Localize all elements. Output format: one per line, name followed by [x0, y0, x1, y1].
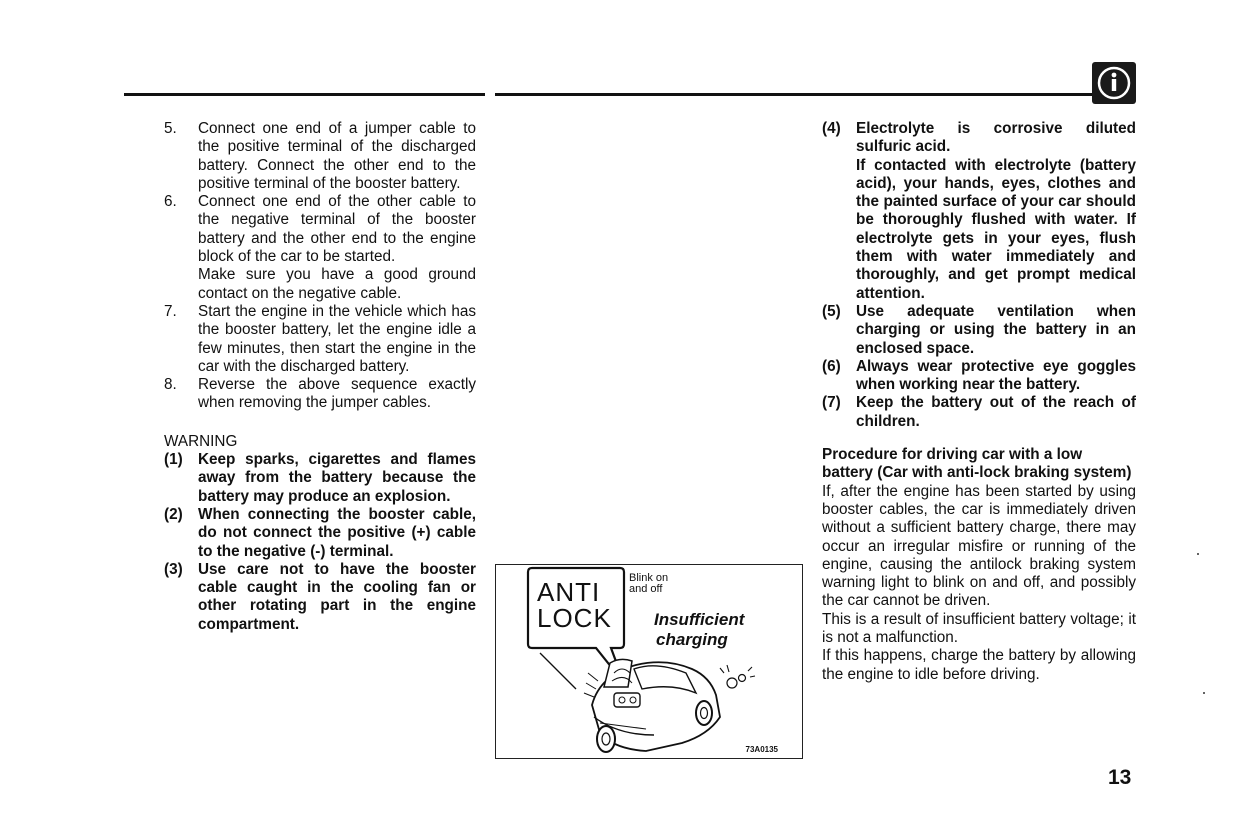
- info-icon: [1092, 62, 1136, 104]
- left-column: [164, 120, 476, 634]
- warning-number: (4): [822, 120, 841, 137]
- warning-text: Use adequate ventilation when charging or using the battery in an enclosed space.: [856, 302, 1136, 357]
- header-rule-right: [495, 93, 1095, 96]
- warning-7: [822, 394, 1136, 431]
- step-text: Connect one end of the other cable to the negative terminal of the booster battery and the other end to the engine block of the car to be started.: [198, 193, 476, 266]
- warning-text: Keep sparks, cigarettes and flames away from the battery because the battery may produce an explosion.: [198, 451, 476, 505]
- blink-line-2: and off: [629, 583, 663, 595]
- warning-text: When connecting the booster cable, do not connect the positive (+) cable to the negative (-) terminal.: [198, 505, 476, 560]
- step-number: 7.: [164, 302, 177, 320]
- warning-title: WARNING: [164, 432, 238, 450]
- warning-number: (7): [822, 394, 841, 412]
- blink-line-1: Blink on: [629, 572, 669, 584]
- step-6: [164, 193, 476, 266]
- warning-number: (2): [164, 505, 183, 523]
- warning-number: (6): [822, 357, 841, 375]
- warning-2: [164, 506, 476, 561]
- step-text: Connect one end of a jumper cable to the positive terminal of the discharged battery. Connect the other end to the positive terminal of the booster battery.: [198, 120, 476, 192]
- warning-text: Electrolyte is corrosive diluted sulfuric acid.: [856, 120, 1136, 156]
- step-number: 5.: [164, 120, 177, 137]
- procedure-heading: Procedure for driving car with a low battery (Car with anti-lock braking system): [822, 446, 1132, 482]
- step-7: [164, 303, 476, 376]
- scan-speck: [1203, 692, 1205, 694]
- caption-line-2: charging: [656, 630, 728, 649]
- page-number: 13: [1108, 766, 1132, 789]
- warning-number: (3): [164, 560, 183, 578]
- anti-lock-label: [537, 579, 612, 631]
- step-5: [164, 120, 476, 193]
- scan-speck: [1197, 553, 1199, 555]
- step-text: Reverse the above sequence exactly when removing the jumper cables.: [198, 376, 476, 412]
- warning-3: [164, 561, 476, 634]
- procedure-paragraph-3: If this happens, charge the battery by allowing the engine to idle before driving.: [822, 647, 1136, 683]
- step-number: 8.: [164, 376, 177, 394]
- header-rule-left: [124, 93, 485, 96]
- step-text: Start the engine in the vehicle which has the booster battery, let the engine idle a few minutes, then start the engine in the car with the discharged battery.: [198, 302, 476, 375]
- warning-number: (5): [822, 302, 841, 320]
- warning-text: Always wear protective eye goggles when working near the battery.: [856, 357, 1136, 394]
- caption-line-1: Insufficient: [654, 610, 745, 629]
- anti-lock-figure: [495, 564, 803, 759]
- anti-text: ANTI: [537, 577, 601, 607]
- warning-6: [822, 358, 1136, 395]
- lock-text: LOCK: [537, 603, 612, 633]
- warning-number: (1): [164, 451, 183, 469]
- insufficient-charging-caption: [654, 610, 744, 650]
- figure-code: 73A0135: [745, 745, 778, 754]
- step-8: [164, 376, 476, 413]
- warning-4: [822, 120, 1136, 303]
- warning-5: [822, 303, 1136, 358]
- step-6-note: [164, 266, 476, 303]
- right-column: [822, 120, 1136, 684]
- blink-label: [629, 573, 668, 595]
- procedure-paragraph-1: If, after the engine has been started by using booster cables, the car is immediately driven without a sufficient battery charge, there may occur an irregular misfire or running of the engine, causing the antilock braking system warning light to blink on and off, and possibly the car cannot be driven.: [822, 482, 1136, 610]
- warning-1: [164, 451, 476, 506]
- warning-text: If contacted with electrolyte (battery acid), your hands, eyes, clothes and the painted surface of your car should be thoroughly flushed with water. If electrolyte gets in your eyes, flush them with water immediately and thoroughly, and get prompt medical attention.: [856, 156, 1136, 302]
- procedure-paragraph-2: This is a result of insufficient battery voltage; it is not a malfunction.: [822, 610, 1136, 647]
- step-text: Make sure you have a good ground contact on the negative cable.: [198, 266, 476, 302]
- step-number: 6.: [164, 193, 177, 211]
- warning-text: Use care not to have the booster cable caught in the cooling fan or other rotating part in the engine compartment.: [198, 560, 476, 633]
- warning-text: Keep the battery out of the reach of children.: [856, 394, 1136, 430]
